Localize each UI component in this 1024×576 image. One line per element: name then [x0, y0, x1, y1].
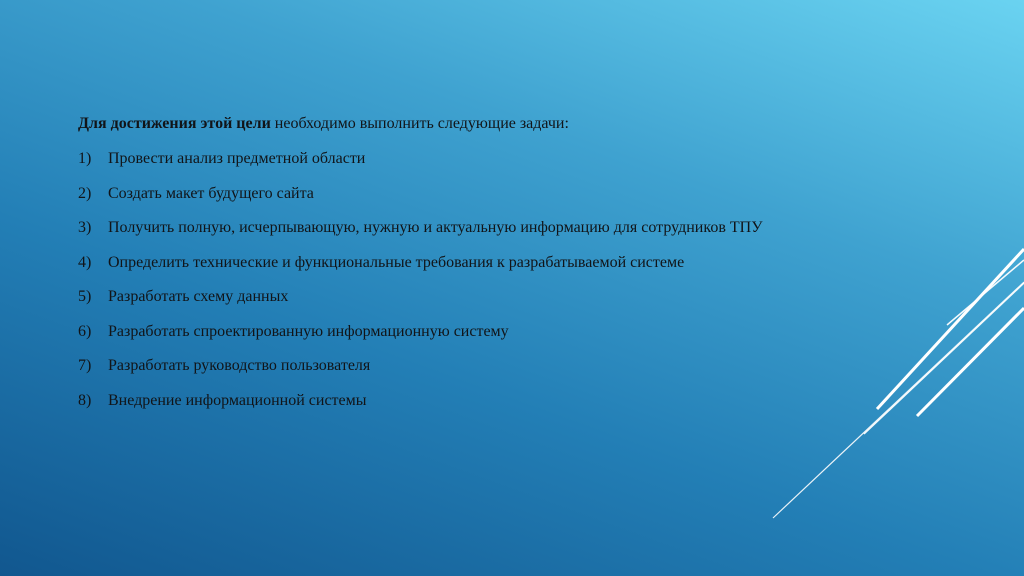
list-item — [78, 149, 938, 169]
list-item — [78, 184, 938, 204]
item-number: 5) — [78, 288, 92, 305]
intro-text — [78, 114, 938, 134]
item-text: Внедрение информационной системы — [108, 391, 367, 409]
item-text: Получить полную, исчерпывающую, нужную и актуальную информацию для сотрудников ТПУ — [108, 219, 763, 236]
intro-bold: Для достижения этой цели — [78, 115, 271, 132]
list-item — [78, 253, 938, 273]
item-text: Провести анализ предметной области — [108, 150, 366, 167]
item-text: Разработать спроектированную информационную систему — [108, 322, 509, 340]
list-item — [78, 356, 938, 376]
item-number: 2) — [78, 184, 92, 202]
list-item — [78, 287, 938, 307]
item-number: 4) — [78, 253, 92, 271]
item-number: 8) — [78, 391, 92, 409]
item-text: Создать макет будущего сайта — [108, 184, 314, 202]
item-number: 6) — [78, 322, 92, 340]
intro-rest: необходимо выполнить следующие задачи: — [270, 115, 569, 132]
list-item — [78, 322, 938, 342]
item-number: 1) — [78, 150, 92, 167]
item-number: 3) — [78, 219, 92, 236]
list-item — [78, 218, 938, 238]
task-list — [78, 149, 938, 411]
item-text: Определить технические и функциональные требования к разрабатываемой системе — [108, 253, 685, 271]
list-item — [78, 391, 938, 411]
item-text: Разработать руководство пользователя — [108, 357, 371, 374]
slide-body — [78, 114, 938, 425]
item-text: Разработать схему данных — [108, 288, 289, 305]
item-number: 7) — [78, 357, 92, 374]
